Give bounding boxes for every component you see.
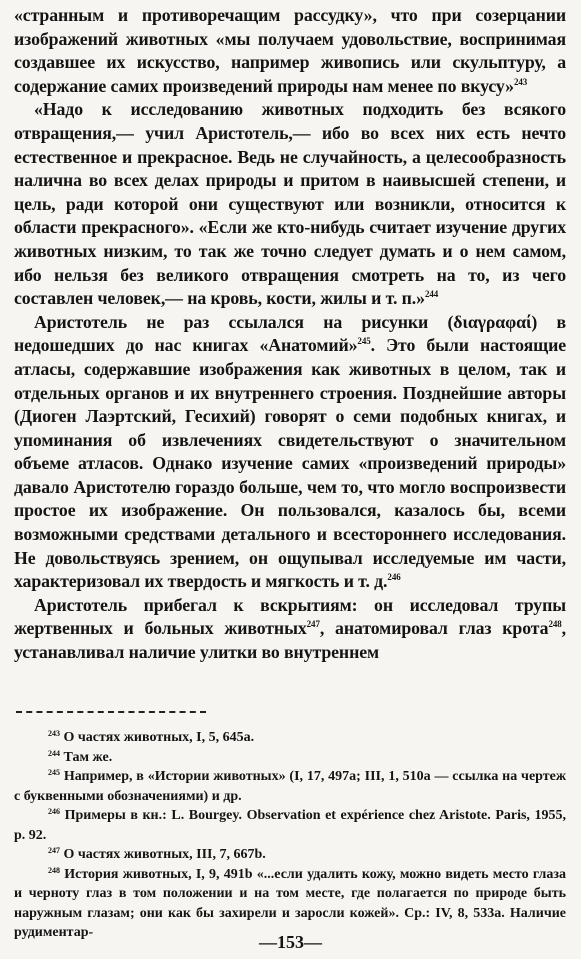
page-number: —153— — [259, 932, 322, 952]
footnote-text: О частях животных, III, 7, 667b. — [63, 847, 266, 862]
main-text — [14, 4, 566, 665]
footnote-245 — [14, 767, 566, 806]
footnote-number: 248 — [48, 865, 60, 875]
paragraph-4-text-b: , анатомировал глаз крота — [319, 618, 549, 639]
footnote-text: Примеры в кн.: L. Bourgey. Observation et expérience chez Aristote. Paris, 1955, p. 92. — [14, 808, 567, 843]
footnote-number: 245 — [48, 768, 60, 777]
footnote-ref-243: 243 — [513, 76, 528, 87]
paragraph-4-text-a: Аристотель прибегал к вскрытиям: он исследовал трупы жертвенных и больных животных — [14, 594, 566, 639]
footnote-text: Например, в «Истории животных» (I, 17, 497a; III, 1, 510a — ссылка на чертеж с буквенными обозначениями) и др. — [14, 769, 567, 804]
footnote-number: 244 — [48, 748, 60, 758]
footnote-ref-245: 245 — [357, 336, 371, 347]
paragraph-3-text-b: . Это были настоящие атласы, содержавшие изображения как животных в целом, так и отдельных органов и их внутреннего строения. Позднейшие авторы (Диоген Лаэртский, Гесихий) говорят о семи подобных книгах, и упоминания об извлечениях свидетельствуют о значительном объеме атласов. Однако изучение самих «произведений природы» давало Аристотелю гораздо больше, чем то, что могло воспроизвести простое их изображение. Он пользовался, казалось бы, всеми возможными средствами детального и всестороннего исследования. Не довольствуясь зрением, он ощупывал исследуемые им части, характеризовал их твердость и мягкость и т. д. — [14, 335, 567, 592]
footnote-ref-244: 244 — [424, 289, 439, 300]
paragraph-3-text-a: Аристотель не раз ссылался на рисунки (διαγραφαί) в недошедших до нас книгах «Анатомий» — [14, 311, 566, 356]
footnote-number: 246 — [48, 807, 60, 816]
footnote-ref-247: 247 — [306, 619, 320, 630]
footnote-ref-248: 248 — [548, 619, 562, 630]
footnote-separator — [16, 711, 206, 713]
footnote-text: История животных, I, 9, 491b «...если удалить кожу, можно видеть место глаза и черноту глаз в том положении и на том месте, где полагается по природе быть наружным глазам; они как бы захирели и заросли кожей». Ср.: IV, 8, 533a. Наличие рудиментар- — [14, 866, 566, 940]
footnote-247 — [14, 845, 566, 865]
paragraph-4-text-c: , устанавливал наличие улитки во внутреннем — [14, 618, 566, 663]
paragraph-4 — [14, 594, 566, 665]
paragraph-3 — [14, 311, 566, 594]
footnote-244 — [14, 748, 566, 768]
footnote-text: Там же. — [63, 749, 113, 765]
paragraph-1-text: «странным и противоречащим рассудку», что при созерцании изображений животных «мы получаем удовольствие, воспринимая создавшее их искусство, например живопись или скульптуру, а содержание самих произведений природы нам менее по вкусу» — [14, 5, 566, 96]
footnote-ref-246: 246 — [387, 572, 401, 583]
footnote-text: О частях животных, I, 5, 645a. — [63, 730, 255, 745]
footnote-248 — [14, 865, 566, 943]
footnotes — [14, 728, 566, 943]
paragraph-1 — [14, 4, 566, 98]
footnote-number: 247 — [48, 846, 60, 855]
paragraph-2 — [14, 98, 566, 310]
footnote-243 — [14, 728, 566, 748]
footnote-number: 243 — [48, 729, 60, 738]
paragraph-2-text: «Надо к исследованию животных подходить без всякого отвращения,— учил Аристотель,— ибо во всех них есть нечто естественное и прекрасное. Ведь не случайность, а целесообразность налична во всех делах природы и притом в наивысшей степени, и цель, ради которой они существуют или возникли, относится к области прекрасного». «Если же кто-нибудь считает изучение других животных низким, то так же точно следует думать и о нем самом, ибо нельзя без великого отвращения смотреть на то, из чего составлен человек,— на кровь, кости, жилы и т. п.» — [14, 99, 566, 309]
footnote-246 — [14, 806, 566, 845]
